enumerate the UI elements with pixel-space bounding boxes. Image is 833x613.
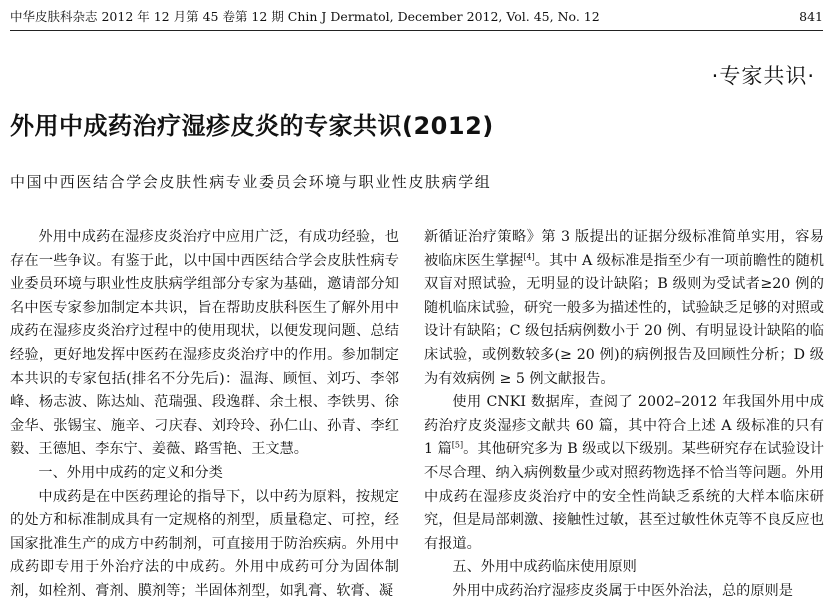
citation-ref: [5] xyxy=(451,440,464,450)
section-heading-definition: 一、外用中成药的定义和分类 xyxy=(38,464,223,481)
evidence-grading-paragraph xyxy=(424,226,824,391)
column-label: ·专家共识· xyxy=(711,64,815,88)
text-run: 。其中 A 级标准是指至少有一项前瞻性的随机双盲对照试验，无明显的设计缺陷；B 级则为受试者≥20 例的随机临床试验，研究一般多为描述性的，试验缺乏足够的对照或设计有缺陷；C 级包括病例数小于 20 例、有明显设计缺陷的临床试验，或例数较多(≥ 20 例)的病例报告及回顾性分析；D 级为有效病例 ≥ 5 例文献报告。 xyxy=(424,252,824,387)
citation-ref: [4] xyxy=(523,251,535,261)
running-head xyxy=(10,8,823,31)
page-number: 841 xyxy=(799,9,823,24)
literature-review-paragraph xyxy=(424,391,824,556)
right-column xyxy=(424,226,824,604)
text-run: 使用 CNKI 数据库，查阅了 2002–2012 年我国外用中成药治疗皮炎湿疹文献共 60 篇，其中符合上述 A 级标准的只有 1 篇 xyxy=(424,394,824,458)
text-run: 新循证治疗策略》第 3 版提出的证据分级标准简单实用，容易被临床医生掌握 xyxy=(424,229,824,269)
left-column xyxy=(10,226,399,604)
section-heading-principles: 五、外用中成药临床使用原则 xyxy=(452,559,637,576)
text-run: 。其他研究多为 B 级或以下级别。某些研究存在试验设计不尽合理、纳入病例数量少或对照药物选择不恰当等问题。外用中成药在湿疹皮炎治疗中的安全性尚缺乏系统的大样本临床研究，但是局部刺激、接触性过敏，甚至过敏性休克等不良反应也有报道。 xyxy=(424,441,824,552)
author-group: 中国中西医结合学会皮肤性病专业委员会环境与职业性皮肤病学组 xyxy=(10,173,492,191)
journal-citation: 中华皮肤科杂志 2012 年 12 月第 45 卷第 12 期 Chin J Dermatol, December 2012, Vol. 45, No. 12 xyxy=(10,9,600,24)
principles-paragraph: 外用中成药治疗湿疹皮炎属于中医外治法，总的原则是 xyxy=(452,582,793,599)
definition-paragraph: 中成药是在中医药理论的指导下，以中药为原料，按规定的处方和标准制成具有一定规格的剂型，质量稳定、可控，经国家批准生产的成方中药制剂，可直接用于防治疾病。外用中成药即专用于外治疗法的中成药。外用中成药可分为固体制剂，如栓剂、膏剂、膜剂等；半固体剂型，如乳膏、软膏、凝 xyxy=(10,488,399,599)
intro-paragraph: 外用中成药在湿疹皮炎治疗中应用广泛，有成功经验，也存在一些争议。有鉴于此，以中国中西医结合学会皮肤性病专业委员环境与职业性皮肤病学组部分专家为基础，邀请部分知名中医专家参加制定本共识，旨在帮助皮肤科医生了解外用中成药在湿疹皮炎治疗过程中的使用现状，以便发现问题、总结经验，更好地发挥中医药在湿疹皮炎治疗中的作用。参加制定本共识的专家包括(排名不分先后)：温海、顾恒、刘巧、李邻峰、杨志波、陈达灿、范瑞强、段逸群、余土根、李铁男、徐金华、张锡宝、施辛、刁庆春、刘玲玲、孙仁山、孙青、李红毅、王德旭、李东宁、姜薇、路雪艳、王文慧。 xyxy=(10,229,399,458)
article-title: 外用中成药治疗湿疹皮炎的专家共识(2012) xyxy=(10,112,494,140)
